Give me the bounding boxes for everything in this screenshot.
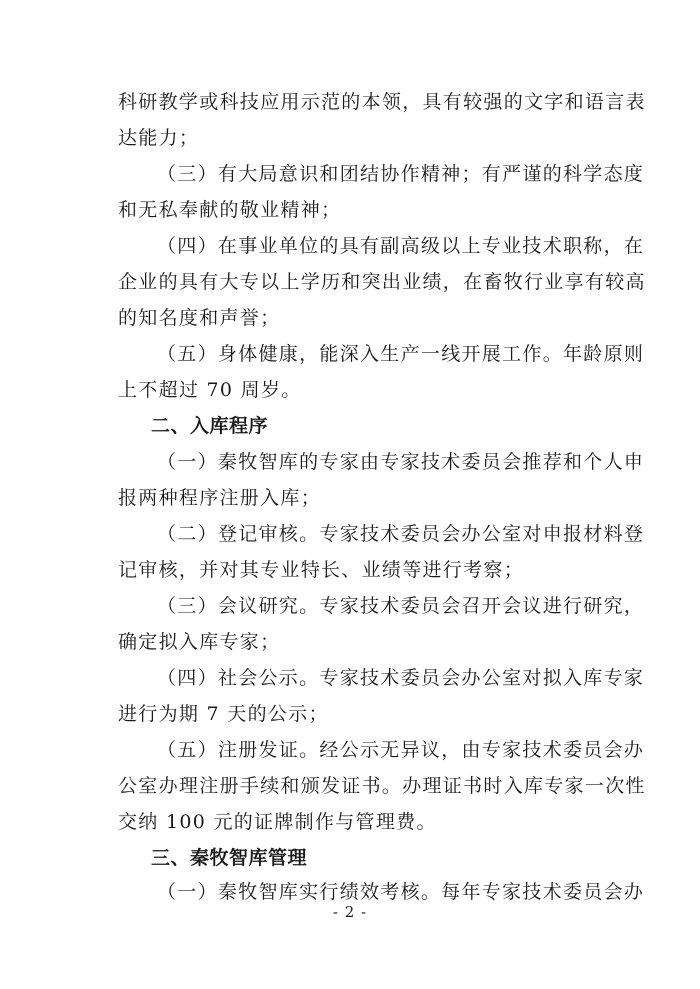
paragraph-line: （三）会议研究。专家技术委员会召开会议进行研究，	[157, 595, 645, 617]
paragraph-line: 公室办理注册手续和颁发证书。办理证书时入库专家一次性	[118, 775, 646, 797]
paragraph-line: 科研教学或科技应用示范的本领，具有较强的文字和语言表	[118, 91, 646, 113]
paragraph-line: （二）登记审核。专家技术委员会办公室对申报材料登	[157, 523, 645, 545]
paragraph-line: 确定拟入库专家；	[118, 631, 281, 653]
paragraph-line: （四）社会公示。专家技术委员会办公室对拟入库专家	[157, 667, 645, 689]
paragraph-line: 达能力；	[118, 127, 200, 149]
paragraph-line: （五）身体健康，能深入生产一线开展工作。年龄原则	[157, 343, 645, 365]
paragraph-line: （三）有大局意识和团结协作精神；有严谨的科学态度	[157, 163, 645, 185]
paragraph-line: 记审核，并对其专业特长、业绩等进行考察；	[118, 559, 525, 581]
page-number: - 2 -	[332, 903, 368, 921]
paragraph-line: 的知名度和声誉；	[118, 307, 281, 329]
paragraph-line: （五）注册发证。经公示无异议，由专家技术委员会办	[157, 739, 645, 761]
paragraph-line: （一）秦牧智库的专家由专家技术委员会推荐和个人申	[157, 451, 645, 473]
paragraph-line: 企业的具有大专以上学历和突出业绩，在畜牧行业享有较高	[118, 271, 646, 293]
paragraph-line: 交纳 100 元的证牌制作与管理费。	[118, 811, 437, 833]
paragraph-line: 进行为期 7 天的公示；	[118, 703, 329, 725]
paragraph-line: 报两种程序注册入库；	[118, 487, 322, 509]
paragraph-line: （四）在事业单位的具有副高级以上专业技术职称，在	[157, 235, 645, 257]
section-heading: 三、秦牧智库管理	[151, 847, 308, 869]
paragraph-line: 上不超过 70 周岁。	[118, 379, 302, 401]
section-heading: 二、入库程序	[151, 415, 269, 437]
paragraph-line: 和无私奉献的敬业精神；	[118, 199, 342, 221]
paragraph-line: （一）秦牧智库实行绩效考核。每年专家技术委员会办	[157, 881, 645, 903]
